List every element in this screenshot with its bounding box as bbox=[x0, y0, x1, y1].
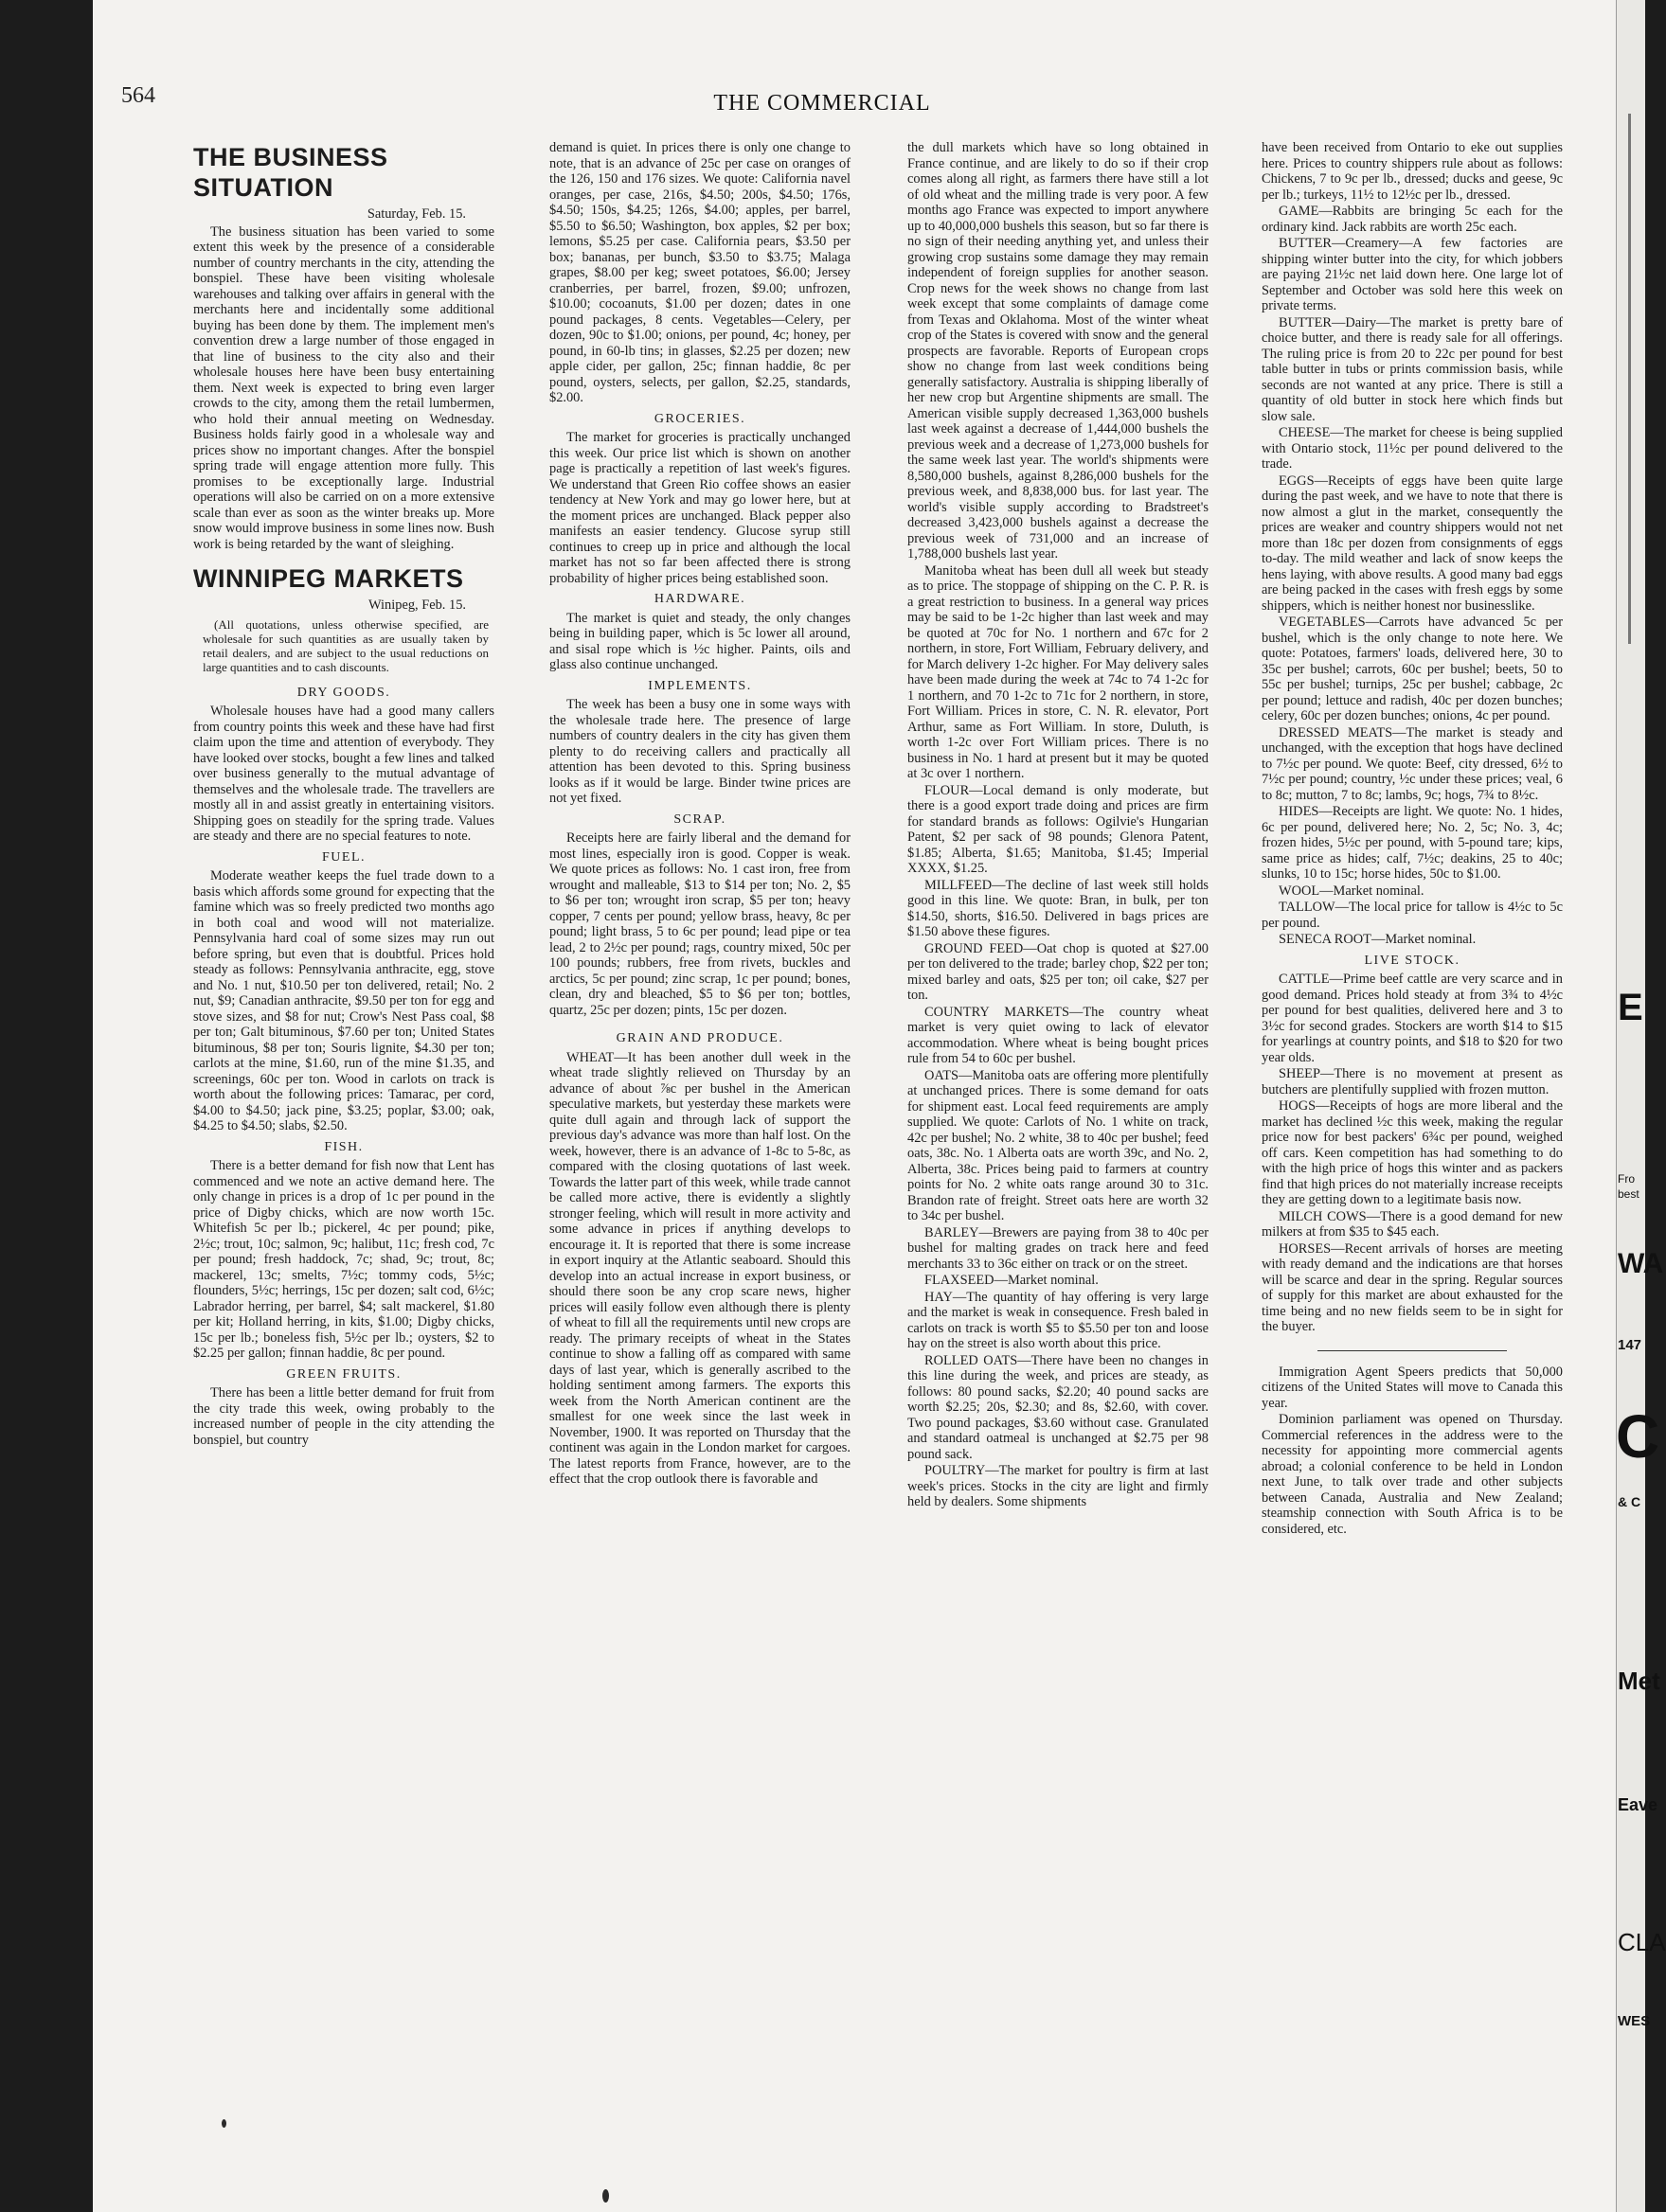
tallow-paragraph: TALLOW—The local price for tallow is 4½c to 5c per pound. bbox=[1262, 900, 1563, 931]
markets-dateline: Winipeg, Feb. 15. bbox=[368, 598, 466, 613]
strip-text-met: Met bbox=[1618, 1667, 1660, 1695]
groceries-paragraph: The market for groceries is practically unchanged this week. Our price list which is shown on another page is practically a repetition of last week's figures. We understand that Green Rio coffee shows an easier tendency at New York and may go lower here, but at the moment prices are unchanged. Black pepper also manifests an easier tendency. Glucose syrup still continues to creep up in price and although the local market has not so far been affected there is strong probability of higher prices being established soon. bbox=[549, 430, 851, 586]
strip-text-eave: Eave bbox=[1618, 1795, 1658, 1814]
green-fruits-heading: GREEN FRUITS. bbox=[286, 1366, 402, 1382]
rolled-oats-paragraph: ROLLED OATS—There have been no changes in this line during the week, and prices are steady, as follows: 80 pound sacks, $2.20; 40 pound sacks are worth $2.25; 20s, $2.30; and 8s, $2.60, with cover. Two pound packages, $3.60 without case. Granulated and standard oatmeal is unchanged at $2.75 per 98 pound sack. bbox=[907, 1352, 1209, 1462]
column-2 bbox=[549, 140, 851, 2185]
vegetables-paragraph: VEGETABLES—Carrots have advanced 5c per bushel, which is the only change to note here. We quote: Potatoes, farmers' loads, delivered here, 30 to 35c per bushel; carrots, 60c per bushel; beets, 50 to 55c per bushel; turnips, 25c per bushel; cabbage, 2c per pound; lettuce and radish, 40c per dozen bunches; celery, 60c per dozen bunches; onions, 4c per pound. bbox=[1262, 615, 1563, 723]
masthead-title: THE COMMERCIAL bbox=[713, 91, 931, 116]
butter-dairy-paragraph: BUTTER—Dairy—The market is pretty bare of choice butter, and there is ready sale for all offerings. The ruling price is from 20 to 22c per pound for best table butter in tubs or prints commission basis, while seconds are not wanted at any price. There is still a quantity of old butter in stock here which finds but slow sale. bbox=[1262, 314, 1563, 424]
scan-speck bbox=[222, 2119, 226, 2128]
green-fruits-continued: demand is quiet. In prices there is only one change to note, that is an advance of 25c per case on oranges of the 126, 150 and 176 sizes. We quote: California navel oranges, per case, 216s, $4.50; 200s, $4.50; 176s, $4.50; 150s, $4.25; 126s, $4.00; apples, per barrel, $5.50 to $6.50; Washington, box apples, $2 per box; lemons, $5.25 per case. California pears, $3.50 per box; bananas, per bunch, $3.50 to $3.75; Malaga grapes, $8.00 per keg; sweet potatoes, $6.00; Jersey cranberries, per barrel, frozen, $9.00; unfrozen, $10.00; cocoanuts, $1.00 per dozen; dates in one pound packages, 8 cents. Vegetables—Celery, per dozen, 90c to $1.00; onions, per pound, 4c; honey, per pound, in 60-lb tins; in glasses, $2.25 per dozen; new apple cider, per gallon, 25c; finnan haddie, 8c per pound, oysters, selects, per gallon, $2.25, standards, $2.00. bbox=[549, 140, 851, 405]
dressed-meats-paragraph: DRESSED MEATS—The market is steady and unchanged, with the exception that hogs have declined to 7½c per pound. We quote: Beef, city dressed, 6½ to 7½c per pound; country, ½c under these prices; veal, 6 to 8c; mutton, 7 to 8c; lambs, 9c; hogs, 7¾ to 8½c. bbox=[1262, 724, 1563, 803]
dry-goods-paragraph: Wholesale houses have had a good many callers from country points this week and these have had first claim upon the time and attention of everybody. They have looked over stocks, bought a few lines and talked over business generally to the mutual advantage of themselves and the wholesale trade. The travellers are mostly all in and assist greatly in entertaining visitors. Shipping goes on steadily for the spring trade. Values are steady and there are no special features to note. bbox=[193, 704, 494, 844]
hardware-paragraph: The market is quiet and steady, the only changes being in building paper, which is 5c lower all around, and sisal rope which is ½c higher. Paints, oils and glass also continue unchanged. bbox=[549, 610, 851, 672]
strip-text-wes: WES bbox=[1618, 2013, 1651, 2029]
oats-paragraph: OATS—Manitoba oats are offering more plentifully at unchanged prices. There is some demand for oats for shipment east. Local feed requirements are amply supplied. We quote: Carlots of No. 1 white on track, 42c per bushel; No. 2 white, 38 to 40c per bushel; feed oats, 38c. No. 1 Alberta oats are worth 39c, and No. 2, Alberta, 38c. Prices being paid to farmers at country points for No. 2 white oats range around 30 to 31c. Brandon rate of freight. Street oats here are worth 32 to 34c per bushel. bbox=[907, 1067, 1209, 1223]
section-divider bbox=[1317, 1350, 1507, 1351]
page-number: 564 bbox=[121, 83, 155, 108]
seneca-root-paragraph: SENECA ROOT—Market nominal. bbox=[1279, 932, 1477, 947]
fuel-heading: FUEL. bbox=[322, 849, 366, 865]
ground-feed-paragraph: GROUND FEED—Oat chop is quoted at $27.00 per ton delivered to the trade; barley chop, $22 per ton; mixed barley and oats, $25 per ton; oil cake, $27 per ton. bbox=[907, 940, 1209, 1003]
business-paragraph: The business situation has been varied to some extent this week by the presence of a considerable number of country merchants in the city, attending the bonspiel. These have been visiting wholesale warehouses and talking over affairs in general with the merchants here and incidentally some additional buying has been done by them. The implement men's convention drew a large number of those engaged in that line of business to the city also and their wholesale houses here have been busy entertaining them. Next week is expected to bring even larger crowds to the city, among them the retail lumbermen, who hold their annual meeting on Wednesday. Business holds fairly good in a wholesale way and prices show no important changes. After the bonspiel spring trade will engage attention more fully. This promises to be exceptionally large. Industrial operations will also be carried on on a more extensive scale than ever as soon as the winter breaks up. More snow would improve business in some lines now. Bush work is being retarded by the want of sleighing. bbox=[193, 223, 494, 552]
sheep-paragraph: SHEEP—There is no movement at present as butchers are plentifully supplied with frozen mutton. bbox=[1262, 1066, 1563, 1097]
groceries-heading: GROCERIES. bbox=[654, 411, 746, 426]
strip-text-147: 147 bbox=[1618, 1337, 1642, 1353]
wheat-paragraph: WHEAT—It has been another dull week in the wheat trade slightly relieved on Thursday by an advance of about ⅞c per bushel in the American speculative markets, but yesterday these markets were quite dull again and through lack of support the previous day's advance was more than half lost. On the week, however, there is an advance of 1-8c to 5-8c, as compared with the closing quotations of last week. Towards the latter part of this week, while trade cannot be called more active, there is evidently a slightly stronger feeling, which will result in more activity and some advance in prices if anything develops to encourage it. It is reported that there is some increase in export inquiry at the Atlantic seaboard. Should this develop into an actual increase in export business, or should there soon be any crop scare news, higher prices will easily follow even although there is plenty of wheat to fill all the requirements until new crops are ready. The primary receipts of wheat in the States continue to show a falling off as compared with same days of last year, which is generally ascribed to the holding sentiment among farmers. The exports this week from the North American continent are the smallest for one week since the last week in November, 1900. It was reported on Thursday that the continent was again in the London market for cargoes. The latest reports from France, however, are to the effect that the crop outlook there is favorable and bbox=[549, 1049, 851, 1487]
flour-paragraph: FLOUR—Local demand is only moderate, but there is a good export trade doing and prices are firm for standard brands as follows: Ogilvie's Hungarian Patent, $2 per sack of 98 pounds; Glenora Patent, $1.85; Alberta, $1.65; Manitoba, $1.45; Imperial XXXX, $1.25. bbox=[907, 782, 1209, 876]
butter-creamery-paragraph: BUTTER—Creamery—A few factories are shipping winter butter into the city, for which jobbers are paying 21½c net laid down here. One large lot of September and October was sold here this week on private terms. bbox=[1262, 236, 1563, 313]
barley-paragraph: BARLEY—Brewers are paying from 38 to 40c per bushel for malting grades on track here and feed merchants 33 to 36c either on track or on the street. bbox=[907, 1224, 1209, 1272]
implements-paragraph: The week has been a busy one in some ways with the wholesale trade here. The presence of large numbers of country dealers in the city has given them plenty to do receiving callers and practically all attention has been devoted to this. Spring business looks as if it would be large. Binder twine prices are not yet fixed. bbox=[549, 697, 851, 806]
strip-text-wa: WA bbox=[1618, 1248, 1664, 1279]
live-stock-heading: LIVE STOCK. bbox=[1364, 953, 1460, 968]
column-4 bbox=[1262, 140, 1563, 2185]
fuel-paragraph: Moderate weather keeps the fuel trade down to a basis which affords some ground for expecting that the famine which was so freely predicted two months ago in both coal and wood will not materialize. Pennsylvania hard coal of some sizes may run out before spring, but even that is doubtful. Prices hold steady as follows: Pennsylvania anthracite, egg, stove and No. 1 nut, $10.50 per ton delivered, retail; No. 2 nut, $9; Canadian anthracite, $9.50 per ton for egg and stove sizes, and $8 for nut; Crow's Nest Pass coal, $8 per ton; Galt bituminous, $7.60 per ton; United States bituminous, $8 per ton; Souris lignite, $4.30 per ton; carlots at the mine, $1.60, run of the mine $1.35, and screenings, 60c per ton. Wood in carlots on track is worth about the following prices: Tamarac, per cord, $4.00 to $4.50; jack pine, $3.25; poplar, $3.00; oak, $4.25 to $4.50; slabs, $2.50. bbox=[193, 868, 494, 1133]
scrap-paragraph: Receipts here are fairly liberal and the demand for most lines, especially iron is good. Copper is weak. We quote prices as follows: No. 1 cast iron, free from wrought and malleable, $13 to $14 per ton; No. 2, $5 to $6 per ton; wrought iron scrap, $5 per ton; heavy copper, 7 cents per pound; yellow brass, heavy, 8c per pound; light brass, 5 to 6c per pound; lead pipe or tea lead, 2 to 2½c per pound; rags, country mixed, 50c per 100 pounds; rubbers, free from rivets, buckles and arctics, 5c per pound; zinc scrap, 1c per pound; bones, clean, dry and bleached, $5 to $6 per ton; bottles, quartz, 25c per dozen; pints, 15c per dozen. bbox=[549, 830, 851, 1018]
hardware-heading: HARDWARE. bbox=[654, 592, 746, 606]
strip-text-cla: CLA bbox=[1618, 1928, 1666, 1956]
strip-letter-e: E bbox=[1618, 987, 1643, 1028]
poultry-paragraph: POULTRY—The market for poultry is firm at last week's prices. Stocks in the city are light and firmly held by dealers. Some shipments bbox=[907, 1463, 1209, 1509]
cattle-paragraph: CATTLE—Prime beef cattle are very scarce and in good demand. Prices hold steady at from 3¾ to 4½c per pound for best qualities, delivered here and 3 to 3½c for second grades. Stockers are worth $14 to $15 for yearlings at country points, and $18 to $20 for two year olds. bbox=[1262, 972, 1563, 1065]
fish-heading: FISH. bbox=[324, 1139, 364, 1154]
wool-paragraph: WOOL—Market nominal. bbox=[1279, 883, 1424, 899]
strip-text-best: best bbox=[1618, 1187, 1639, 1201]
quotations-note: (All quotations, unless otherwise specified, are wholesale for such quantities as are usually taken by retail dealers, and are subject to the usual reductions on large quantities and to cash discounts. bbox=[203, 616, 489, 674]
milch-cows-paragraph: MILCH COWS—There is a good demand for new milkers at from $35 to $45 each. bbox=[1262, 1208, 1563, 1240]
dry-goods-heading: DRY GOODS. bbox=[296, 685, 391, 700]
wheat-continued: the dull markets which have so long obtained in France continue, and are likely to do so if their crop comes along all right, as farmers there have still a lot of old wheat and the milling trade is very poor. A few months ago France was expected to import anywhere up to 40,000,000 bushels this season, but so far there is no sign of their needing anything yet, and unless their growing crop sustains some damage they may remain independent of foreign supplies for another season. Crop news for the week shows no change from last week except that some complaints of damage come from Texas and Oklahoma. Most of the winter wheat crop of the States is covered with snow and the general prospects are favorable. Reports of European crops show no change from last week conditions being generally satisfactory. Australia is shipping liberally of her new crop but Argentine shipments are small. The American visible supply decreased 1,363,000 bushels last week against a decrease of 1,444,000 bushels the previous week and a decrease of 1,273,000 bushels for the same week last year. The world's shipments were 8,580,000 bushels, against 8,286,000 bushels for the previous week, and 8,838,000 bus. for last year. The world's visible supply according to Bradstreet's decreased 3,423,000 bushels against a decrease the previous week of 731,000 and an increase of 1,788,000 bushels last year. bbox=[907, 140, 1209, 562]
winnipeg-markets-heading: WINNIPEG MARKETS bbox=[193, 564, 464, 593]
business-dateline: Saturday, Feb. 15. bbox=[367, 206, 466, 222]
immigration-paragraph: Immigration Agent Speers predicts that 50,000 citizens of the United States will move to Canada this year. bbox=[1262, 1364, 1563, 1411]
column-3 bbox=[907, 140, 1209, 2185]
hay-paragraph: HAY—The quantity of hay offering is very large and the market is weak in consequence. Fresh baled in carlots on track is worth $5 to $5.50 per ton and loose hay on the street is also worth about this price. bbox=[907, 1289, 1209, 1351]
flaxseed-paragraph: FLAXSEED—Market nominal. bbox=[924, 1273, 1099, 1288]
country-markets-paragraph: COUNTRY MARKETS—The country wheat market is very quiet owing to lack of elevator accommodation. Where wheat is being bought prices rule from 54 to 60c per bushel. bbox=[907, 1004, 1209, 1066]
grain-produce-heading: GRAIN AND PRODUCE. bbox=[616, 1031, 784, 1045]
game-paragraph: GAME—Rabbits are bringing 5c each for the ordinary kind. Jack rabbits are worth 25c each. bbox=[1262, 204, 1563, 235]
dominion-parliament-paragraph: Dominion parliament was opened on Thursday. Commercial references in the address were to the necessity for appointing more commercial agents abroad; a colonial conference to be held in London next June, to talk over trade and other subjects between Canada, Australia and New Zealand; steamship connection with South Africa is to be considered, etc. bbox=[1262, 1412, 1563, 1537]
horses-paragraph: HORSES—Recent arrivals of horses are meeting with ready demand and the indications are that horses will be scarce and dear in the spring. Regular sources of supply for this market are about exhausted for the time being and no new fields seem to be in sight for the buyer. bbox=[1262, 1240, 1563, 1334]
strip-text-and-c: & C bbox=[1618, 1494, 1641, 1509]
implements-heading: IMPLEMENTS. bbox=[648, 678, 752, 693]
strip-letter-c: C bbox=[1616, 1402, 1660, 1471]
column-1 bbox=[193, 140, 494, 2185]
strip-text-fro: Fro bbox=[1618, 1172, 1635, 1186]
eggs-paragraph: EGGS—Receipts of eggs have been quite large during the past week, and we have to note that there is now almost a glut in the market, consequently the prices are weaker and country shippers would not net more than 18c per dozen from consignments of eggs to-day. The mild weather and lack of snow keeps the hens laying, with above results. A good many bad eggs are being packed in the cases with fresh eggs by some shippers, which is neither honest nor businesslike. bbox=[1262, 473, 1563, 614]
strip-border-line bbox=[1628, 114, 1631, 644]
hides-paragraph: HIDES—Receipts are light. We quote: No. 1 hides, 6c per pound, delivered here; No. 2, 5c; No. 3, 4c; frozen hides, 5½c per pound, with 5-pound tare; kips, same price as hides; calf, 7½c; deakins, 25 to 40c; slunks, 10 to 15c; horse hides, 50c to $1.00. bbox=[1262, 804, 1563, 882]
manitoba-wheat-paragraph: Manitoba wheat has been dull all week but steady as to price. The stoppage of shipping on the C. P. R. is a great restriction to business. In a general way prices may be said to be 1-2c higher than last week and may be quoted at 70c for No. 1 northern and 67c for 2 northern, in store, Fort William, February delivery, and for March delivery 1-2c higher. For May delivery sales have been made during the week at 74c to 74 1-2c for 1 northern, and 70 1-2c to 71c for 2 northern, in store, Fort William. Prices in store, C. N. R. elevator, Port Arthur, same as Fort William. In store, Duluth, is worth 1-2c over Fort William prices. There is no business in No. 1 hard at present but it may be quoted at 3c over 1 northern. bbox=[907, 562, 1209, 781]
poultry-continued: have been received from Ontario to eke out supplies here. Prices to country shippers rule about as follows: Chickens, 7 to 9c per lb., dressed; ducks and geese, 9c per lb.; turkeys, 11½ to 12½c per lb., dressed. bbox=[1262, 140, 1563, 203]
scrap-heading: SCRAP. bbox=[673, 812, 726, 827]
business-situation-heading: THE BUSINESS SITUATION bbox=[193, 143, 388, 202]
green-fruits-paragraph: There has been a little better demand for fruit from the city trade this week, owing probably to the increased number of people in the city attending the bonspiel, but country bbox=[193, 1385, 494, 1448]
hogs-paragraph: HOGS—Receipts of hogs are more liberal and the market has declined ½c this week, making the regular price now for best packers' 6¾c per pound, weighed off cars. Keen competition has had something to do with the high price of hogs this winter and as packers find that high prices do not materially increase receipts they are getting down to a legitimate basis now. bbox=[1262, 1098, 1563, 1207]
cheese-paragraph: CHEESE—The market for cheese is being supplied with Ontario stock, 11½c per pound delivered to the trade. bbox=[1262, 425, 1563, 472]
scan-speck bbox=[602, 2189, 609, 2203]
fish-paragraph: There is a better demand for fish now that Lent has commenced and we note an active demand here. The only change in prices is a drop of 1c per pound in the price of Digby chicks, which are now worth 15c. Whitefish 5c per lb.; pickerel, 4c per pound; pike, 2½c; trout, 10c; salmon, 9c; halibut, 11c; fresh cod, 7c per pound; fresh haddock, 7c; shad, 9c; trout, 8c; mackerel, 13c; smelts, 7½c; tommy cods, 5½c; flounders, 5½c; herrings, 15c per dozen; salt cod, 6½c; Labrador herring, per barrel, $4; salt mackerel, $1.80 per kit; Holland herring, in kits, $1.00; Digby chicks, 15c per lb.; boneless fish, 5½c per lb.; oysters, $2 to $2.25 per gallon; finnan haddie, 8c per pound. bbox=[193, 1158, 494, 1361]
millfeed-paragraph: MILLFEED—The decline of last week still holds good in this line. We quote: Bran, in bulk, per ton $14.50, shorts, $16.50. Delivered in bags prices are $1.50 above these figures. bbox=[907, 877, 1209, 939]
